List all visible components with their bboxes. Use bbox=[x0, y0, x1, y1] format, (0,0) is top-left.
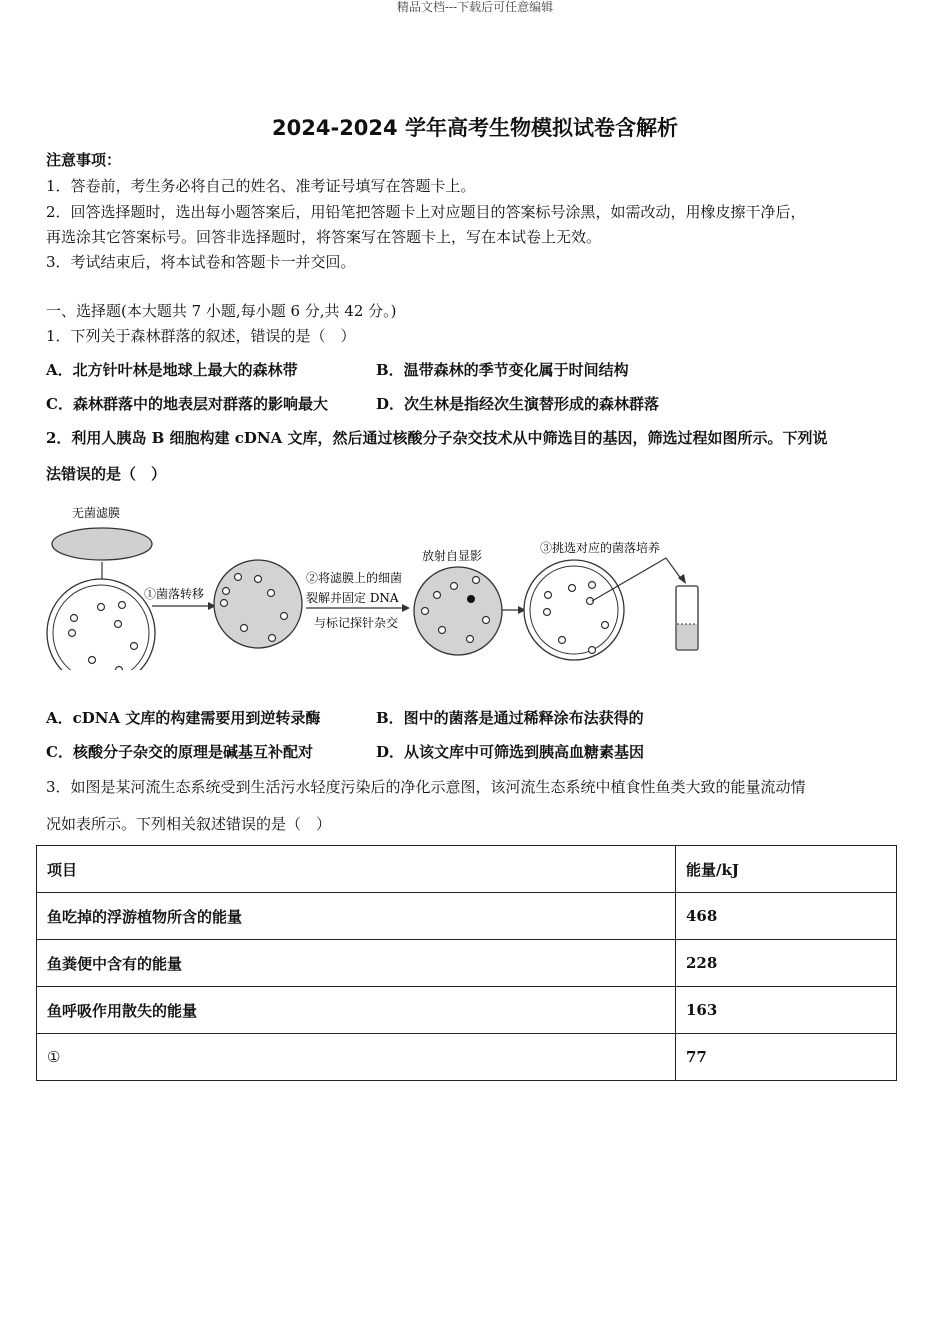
energy-table bbox=[36, 845, 897, 1081]
screening-diagram bbox=[44, 500, 724, 670]
q2-option-a: A．cDNA 文库的构建需要用到逆转录酶 bbox=[46, 709, 321, 727]
q2-option-b: B．图中的菌落是通过稀释涂布法获得的 bbox=[376, 709, 644, 727]
q1-option-b: B．温带森林的季节变化属于时间结构 bbox=[376, 361, 629, 379]
q1-option-a: A．北方针叶林是地球上最大的森林带 bbox=[46, 361, 298, 379]
section-heading: 一、选择题(本大题共 7 小题,每小题 6 分,共 42 分。) bbox=[46, 302, 397, 320]
filter-membrane bbox=[52, 528, 152, 560]
petri-dish-2 bbox=[524, 560, 624, 660]
positive-signal bbox=[467, 595, 475, 603]
notice-heading: 注意事项： bbox=[46, 151, 122, 169]
q3-stem-line-1: 3．如图是某河流生态系统受到生活污水轻度污染后的净化示意图，该河流生态系统中植食性鱼类大致的能量流动情 bbox=[46, 778, 806, 796]
membrane-label: 无菌滤膜 bbox=[72, 506, 121, 520]
row-item: 鱼呼吸作用散失的能量 bbox=[37, 987, 676, 1034]
header-item: 项目 bbox=[37, 846, 676, 893]
notice-item-2: 2．回答选择题时，选出每小题答案后，用铅笔把答题卡上对应题目的答案标号涂黑，如需改动，用橡皮擦干净后， bbox=[46, 203, 806, 221]
row-item: 鱼吃掉的浮游植物所含的能量 bbox=[37, 893, 676, 940]
step2-line-1: ②将滤膜上的细菌 bbox=[306, 571, 403, 585]
row-energy: 468 bbox=[676, 893, 897, 940]
q2-stem-line-1: 2．利用人胰岛 B 细胞构建 cDNA 文库，然后通过核酸分子杂交技术从中筛选目的基因，筛选过程如图所示。下列说 bbox=[46, 429, 828, 447]
row-energy: 228 bbox=[676, 940, 897, 987]
notice-item-3: 3．考试结束后，将本试卷和答题卡一并交回。 bbox=[46, 253, 356, 271]
table-row bbox=[37, 1034, 897, 1081]
table-row bbox=[37, 987, 897, 1034]
table-header-row bbox=[37, 846, 897, 893]
table-row bbox=[37, 893, 897, 940]
screening-figure bbox=[44, 500, 724, 670]
autoradiography-label: 放射自显影 bbox=[422, 549, 483, 563]
row-energy: 163 bbox=[676, 987, 897, 1034]
step3-label: ③挑选对应的菌落培养 bbox=[540, 541, 661, 555]
q2-option-d: D．从该文库中可筛选到胰高血糖素基因 bbox=[376, 743, 645, 761]
header-energy: 能量/kJ bbox=[676, 846, 897, 893]
q1-option-c: C．森林群落中的地表层对群落的影响最大 bbox=[46, 395, 328, 413]
q2-stem-line-2: 法错误的是（ ） bbox=[46, 465, 167, 483]
q2-option-c: C．核酸分子杂交的原理是碱基互补配对 bbox=[46, 743, 313, 761]
petri-dish-1 bbox=[47, 579, 155, 670]
row-item: 鱼粪便中含有的能量 bbox=[37, 940, 676, 987]
q1-option-d: D．次生林是指经次生演替形成的森林群落 bbox=[376, 395, 660, 413]
row-energy: 77 bbox=[676, 1034, 897, 1081]
step2-line-3: 与标记探针杂交 bbox=[314, 616, 399, 630]
q1-stem: 1．下列关于森林群落的叙述，错误的是（ ） bbox=[46, 327, 356, 345]
table-row bbox=[37, 940, 897, 987]
row-item: ① bbox=[37, 1034, 676, 1081]
notice-item-2-cont: 再选涂其它答案标号。回答非选择题时，将答案写在答题卡上，写在本试卷上无效。 bbox=[46, 228, 602, 246]
notice-item-1: 1．答卷前，考生务必将自己的姓名、准考证号填写在答题卡上。 bbox=[46, 177, 476, 195]
step2-line-2: 裂解并固定 DNA bbox=[306, 591, 399, 605]
header-note: 精品文档---下载后可任意编辑 bbox=[396, 0, 554, 14]
step1-label: ①菌落转移 bbox=[144, 587, 205, 601]
q3-stem-line-2: 况如表所示。下列相关叙述错误的是（ ） bbox=[46, 815, 332, 833]
page-title: 2024-2024 学年高考生物模拟试卷含解析 bbox=[272, 116, 678, 140]
